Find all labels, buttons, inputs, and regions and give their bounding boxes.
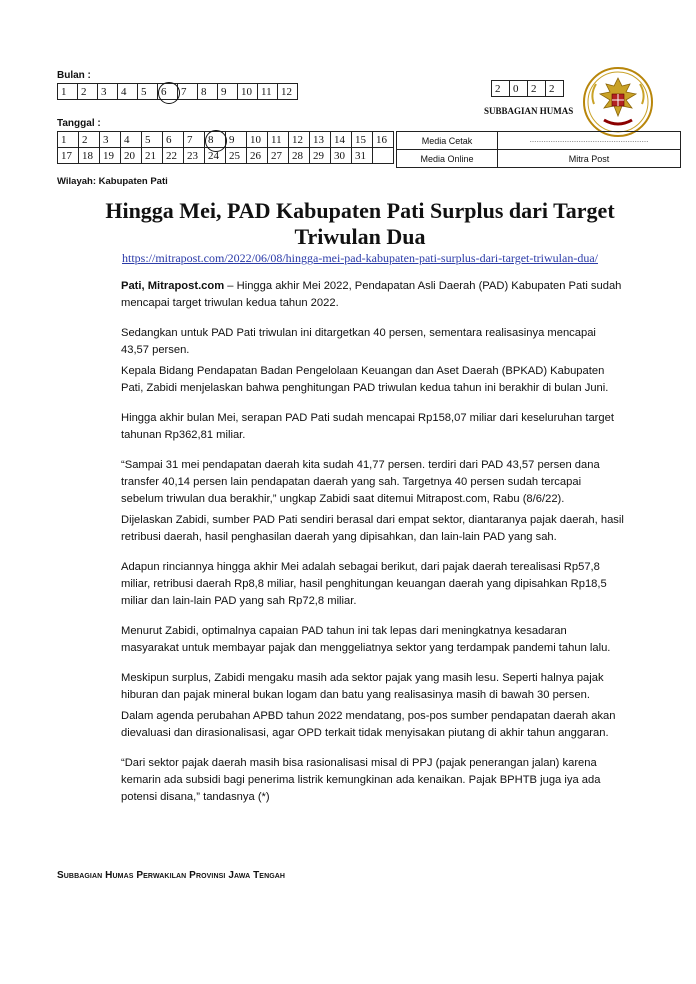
year-digit-cell: 2 [546,81,564,97]
month-cell: 8 [198,84,218,100]
day-cell: 30 [331,148,352,164]
paragraph-5: “Sampai 31 mei pendapatan daerah kita sudah 41,77 persen. terdiri dari PAD 43,57 persen dana transfer 40,14 persen lain pendapatan daerah yang sah. Targetnya 40 persen sudah tercapai sebelum triwulan dua berakhir,” ungkap Zabidi saat ditemui Mitrapost.com, Rabu (8/6/22). [121,459,600,505]
month-grid [57,83,298,100]
paragraph-10: Dalam agenda perubahan APBD tahun 2022 mendatang, pos-pos sumber pendapatan daerah akan dievaluasi dan dirasionalisasi, agar OPD terkait tidak menyisakan piutang di akhir tahun anggaran. [121,710,616,739]
day-cell: 29 [310,148,331,164]
paragraph-9: Meskipun surplus, Zabidi mengaku masih ada sektor pajak yang masih lesu. Seperti halnya pajak hiburan dan pajak mineral bukan logam dan batu yang realisasinya masih di bawah 30 persen. [121,672,604,701]
year-digit-cell: 2 [528,81,546,97]
year-digit-cell: 0 [510,81,528,97]
day-cell: 13 [310,132,331,148]
tanggal-label: Tanggal : [57,118,101,129]
day-grid [57,131,394,164]
month-selected: 6 [161,86,167,98]
selection-circle-icon [205,130,227,152]
footer-label: Subbagian Humas Perwakilan Provinsi Jawa Tengah [57,870,286,881]
day-cell: 7 [184,132,205,148]
day-selected: 8 [208,134,214,146]
article-body [121,278,626,806]
day-cell: 5 [142,132,163,148]
paragraph-1 [121,278,626,312]
day-cell: 20 [121,148,142,164]
selection-circle-icon [158,82,180,104]
day-cell: 23 [184,148,205,164]
day-cell: 26 [247,148,268,164]
day-cell: 31 [352,148,373,164]
day-cell: 12 [289,132,310,148]
month-cell: 4 [118,84,138,100]
paragraph-7: Adapun rinciannya hingga akhir Mei adalah sebagai berikut, dari pajak daerah terealisasi Rp57,8 miliar, retribusi daerah Rp8,8 miliar, hasil penghitungan keuangan daerah yang dipisahkan Rp18,5 miliar dan lain-lain PAD yang sah Rp72,8 miliar. [121,561,607,607]
day-cell: 27 [268,148,289,164]
month-cell: 2 [78,84,98,100]
day-cell [205,132,226,148]
day-cell: 3 [100,132,121,148]
day-cell: 4 [121,132,142,148]
subbagian-humas-label: SUBBAGIAN HUMAS [484,106,574,116]
media-cetak-value: …………………………………………… [498,132,681,150]
day-cell: 18 [79,148,100,164]
paragraph-8: Menurut Zabidi, optimalnya capaian PAD tahun ini tak lepas dari meningkatnya kesadaran masyarakat untuk membayar pajak dan menggeliatnya sektor yang terdampak pandemi tahun lalu. [121,625,611,654]
day-cell: 14 [331,132,352,148]
day-cell: 19 [100,148,121,164]
paragraph-3: Kepala Bidang Pendapatan Badan Pengelolaan Keuangan dan Aset Daerah (BPKAD) Kabupaten Pati, Zabidi menjelaskan bahwa penghitungan PAD triwulan kedua tahun ini berakhir di bulan Juni. [121,365,609,394]
day-cell: 10 [247,132,268,148]
day-cell: 11 [268,132,289,148]
day-cell: 9 [226,132,247,148]
media-online-value: Mitra Post [498,150,681,168]
day-cell: 17 [58,148,79,164]
article-url-link[interactable]: https://mitrapost.com/2022/06/08/hingga-mei-pad-kabupaten-pati-surplus-dari-target-triwulan-dua/ [122,251,598,265]
paragraph-4: Hingga akhir bulan Mei, serapan PAD Pati sudah mencapai Rp158,07 miliar dari keseluruhan target tahunan Rp362,81 miliar. [121,412,614,441]
day-cell: 15 [352,132,373,148]
month-cell: 1 [58,84,78,100]
day-cell: 1 [58,132,79,148]
month-cell: 12 [278,84,298,100]
year-box [491,80,564,97]
day-cell: 28 [289,148,310,164]
media-online-label: Media Online [397,150,498,168]
day-cell: 6 [163,132,184,148]
month-cell: 10 [238,84,258,100]
day-cell: 21 [142,148,163,164]
day-cell: 25 [226,148,247,164]
month-cell: 7 [178,84,198,100]
day-cell: 2 [79,132,100,148]
paragraph-11: “Dari sektor pajak daerah masih bisa rasionalisasi misal di PPJ (pajak penerangan jalan) karena kemarin ada subsidi bagi penerima listrik kemungkinan ada kenaikan. Pajak BPHTB juga iya ada potensi disana,” tandasnya (*) [121,757,601,803]
month-cell [158,84,178,100]
day-cell: 22 [163,148,184,164]
day-cell: 24 [205,148,226,164]
day-cell: 16 [373,132,394,148]
month-cell: 5 [138,84,158,100]
day-cell [373,148,394,164]
paragraph-1-text: – Hingga akhir Mei 2022, Pendapatan Asli Daerah (PAD) Kabupaten Pati sudah mencapai target triwulan kedua tahun 2022. [121,280,622,309]
media-cetak-label: Media Cetak [397,132,498,150]
article-title: Hingga Mei, PAD Kabupaten Pati Surplus dari Target Triwulan Dua [105,198,615,249]
month-cell: 3 [98,84,118,100]
year-digit-cell: 2 [492,81,510,97]
media-table [396,131,681,168]
month-cell: 11 [258,84,278,100]
paragraph-2: Sedangkan untuk PAD Pati triwulan ini ditargetkan 40 persen, sementara realisasinya mencapai 43,57 persen. [121,327,596,356]
dateline: Pati, Mitrapost.com [121,280,225,292]
bulan-label: Bulan : [57,70,91,81]
paragraph-6: Dijelaskan Zabidi, sumber PAD Pati sendiri berasal dari empat sektor, diantaranya pajak daerah, hasil retribusi daerah, hasil penghasilan daerah yang dipisahkan, dan lain-lain PAD yang sah. [121,514,624,543]
wilayah-label: Wilayah: Kabupaten Pati [57,176,168,187]
month-cell: 9 [218,84,238,100]
